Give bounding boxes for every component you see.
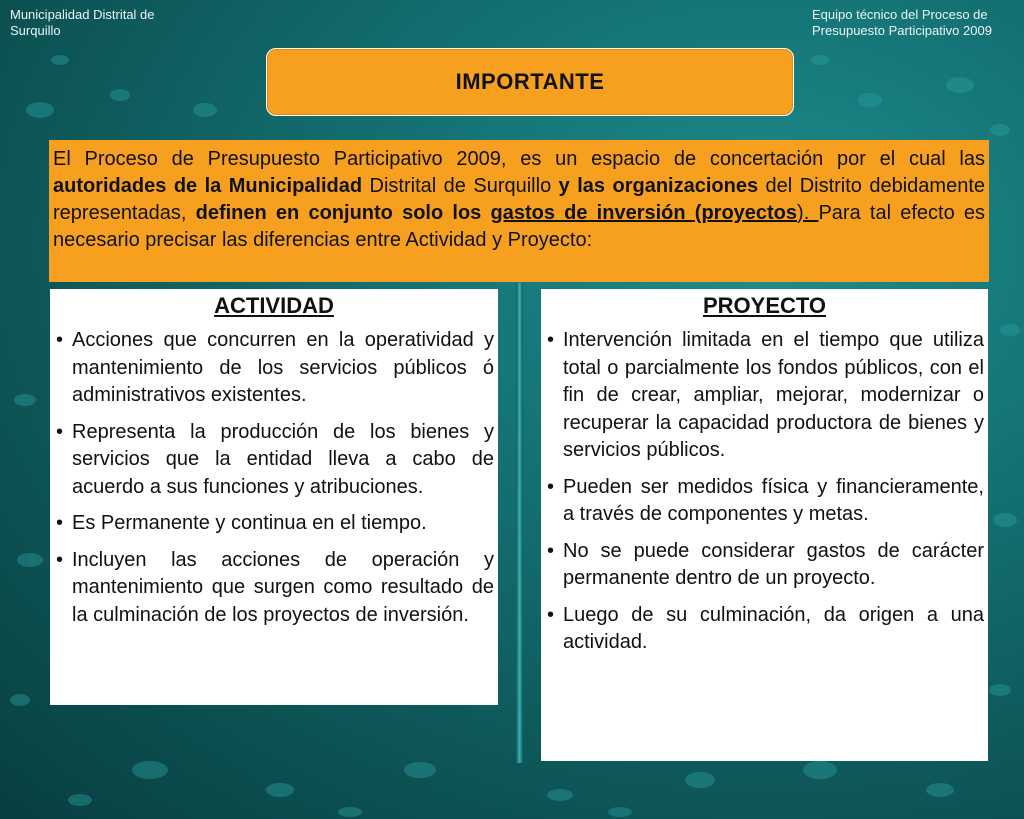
intro-text-2: Distrital de Surquillo bbox=[362, 175, 559, 197]
intro-bold-underline: gastos de inversión (proyectos bbox=[490, 202, 798, 224]
intro-box bbox=[49, 140, 989, 282]
intro-text-1: El Proceso de Presupuesto Participativo 2009, es un espacio de concertación por el cual las bbox=[53, 148, 985, 170]
header-left-line1: Municipalidad Distrital de bbox=[10, 7, 155, 22]
actividad-list bbox=[54, 327, 494, 629]
list-item: • Incluyen las acciones de operación y mantenimiento que surgen como resultado de la culminación de los proyectos de inversión. bbox=[54, 547, 494, 630]
intro-text-5: Para tal efecto es necesario precisar las diferencias entre Actividad y Proyecto: bbox=[53, 202, 986, 251]
list-item: • Pueden ser medidos física y financieramente, a través de componentes y metas. bbox=[545, 474, 984, 529]
column-divider bbox=[516, 283, 523, 763]
list-item: • Es Permanente y continua en el tiempo. bbox=[54, 510, 494, 538]
header-right-line1: Equipo técnico del Proceso de bbox=[812, 7, 988, 22]
intro-text-3: del Distrito debidamente representadas, bbox=[53, 175, 986, 224]
list-item: • No se puede considerar gastos de carácter permanente dentro de un proyecto. bbox=[545, 538, 984, 593]
intro-bold-3: definen en conjunto solo los bbox=[195, 202, 491, 224]
header-right-line2: Presupuesto Participativo 2009 bbox=[812, 23, 992, 38]
list-item: • Representa la producción de los bienes y servicios que la entidad lleva a cabo de acuerdo a sus funciones y atribuciones. bbox=[54, 419, 494, 502]
list-item: • Intervención limitada en el tiempo que utiliza total o parcialmente los fondos públicos, con el fin de crear, ampliar, mejorar, modernizar o recuperar la capacidad productora de bienes y servicios públicos. bbox=[545, 327, 984, 465]
proyecto-list bbox=[545, 327, 984, 657]
proyecto-title: PROYECTO bbox=[702, 293, 827, 318]
header-left-line2: Surquillo bbox=[10, 23, 61, 38]
list-item: • Acciones que concurren en la operatividad y mantenimiento de los servicios públicos ó administrativos existentes. bbox=[54, 327, 494, 410]
intro-text-4: ). bbox=[797, 202, 819, 224]
intro-paragraph bbox=[53, 146, 985, 254]
list-item: • Luego de su culminación, da origen a una actividad. bbox=[545, 602, 984, 657]
intro-bold-2: y las organizaciones bbox=[558, 175, 759, 197]
banner-title: IMPORTANTE bbox=[455, 69, 605, 94]
proyecto-card bbox=[541, 289, 988, 761]
actividad-card bbox=[50, 289, 498, 705]
intro-bold-1: autoridades de la Municipalidad bbox=[53, 175, 363, 197]
header-left bbox=[10, 7, 210, 39]
header-right bbox=[812, 7, 1017, 39]
actividad-title: ACTIVIDAD bbox=[214, 293, 334, 318]
important-banner bbox=[266, 48, 794, 116]
